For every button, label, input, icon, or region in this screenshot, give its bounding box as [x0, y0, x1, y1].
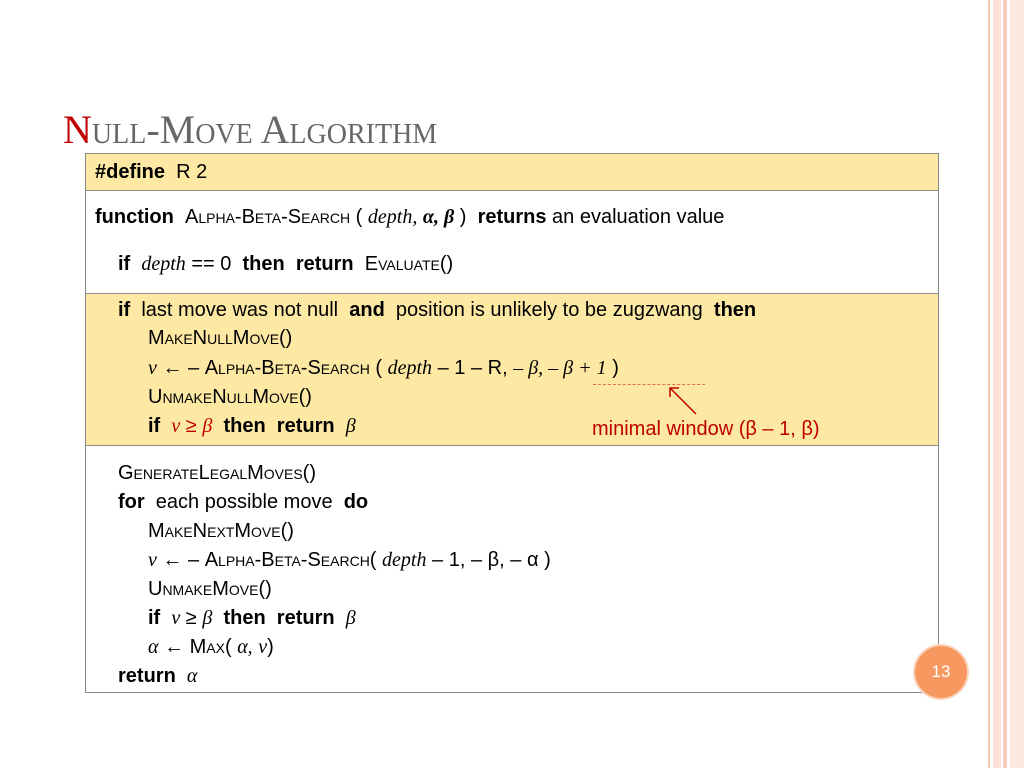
- assign-arrow: ←: [164, 636, 185, 658]
- v-var: v: [148, 549, 157, 571]
- code-line-function: [95, 205, 724, 229]
- if-keyword: if: [148, 415, 161, 437]
- args: – 1, – β, – α: [432, 549, 539, 571]
- depth-var: depth: [387, 357, 433, 379]
- minimal-window-note: minimal window (β – 1, β): [592, 418, 820, 440]
- code-line-beta-cutoff: [148, 606, 356, 630]
- define-keyword: #define: [95, 161, 166, 183]
- code-line-for-loop: [118, 490, 368, 514]
- code-line-return-alpha: [118, 664, 197, 688]
- return-keyword: return: [118, 665, 176, 687]
- code-line-unmake-move: UnmakeMove(): [148, 578, 272, 600]
- loop-text: each possible move: [155, 491, 333, 513]
- decor-stripe: [993, 0, 1001, 768]
- v-var: v: [148, 357, 157, 379]
- decor-stripe: [1003, 0, 1007, 768]
- code-line-generate-moves: GenerateLegalMoves(): [118, 462, 316, 484]
- arg-alpha-beta: α, β: [422, 206, 455, 228]
- comparison: ≥: [185, 607, 197, 629]
- v-var: v: [171, 607, 181, 629]
- code-line-recursive-search: [148, 548, 551, 572]
- and-keyword: and: [349, 299, 385, 321]
- args: – 1 – R,: [437, 357, 508, 379]
- divider: [86, 293, 938, 294]
- max-call: Max(: [189, 636, 232, 658]
- do-keyword: do: [343, 491, 369, 513]
- code-line-null-search: [148, 356, 619, 380]
- beta-var: β: [345, 607, 356, 629]
- code-line-make-null-move: MakeNullMove(): [148, 327, 293, 349]
- evaluate-call: Evaluate(): [364, 253, 454, 275]
- for-keyword: for: [118, 491, 145, 513]
- alpha-var: α: [148, 636, 159, 658]
- function-name: Alpha-Beta-Search: [185, 206, 351, 228]
- beta-var: β: [202, 607, 213, 629]
- then-keyword: then: [713, 299, 757, 321]
- return-keyword: return: [295, 253, 354, 275]
- negation: –: [188, 549, 200, 571]
- condition: == 0: [191, 253, 232, 275]
- negation: –: [188, 357, 200, 379]
- define-value: R 2: [176, 161, 208, 183]
- returns-keyword: returns: [477, 206, 547, 228]
- title-rest: ull-Move Algorithm: [91, 107, 438, 152]
- beta-var: β: [345, 415, 356, 437]
- paren: (: [375, 357, 383, 379]
- return-keyword: return: [276, 607, 335, 629]
- code-line-alpha-update: [148, 635, 274, 659]
- function-name: Alpha-Beta-Search: [204, 357, 370, 379]
- decor-stripe: [1010, 0, 1024, 768]
- code-line-null-condition: [118, 298, 756, 322]
- v-var: v: [258, 636, 268, 658]
- assign-arrow: ←: [162, 549, 183, 571]
- return-keyword: return: [276, 415, 335, 437]
- depth-var: depth: [141, 253, 186, 275]
- code-line-depth-check: [118, 252, 453, 276]
- returns-text: an evaluation value: [552, 206, 725, 228]
- comparison: ≥: [185, 415, 197, 437]
- code-line-make-next-move: MakeNextMove(): [148, 520, 294, 542]
- divider: [86, 190, 938, 191]
- paren: ): [267, 636, 274, 658]
- alpha-var: α,: [237, 636, 253, 658]
- alpha-var: α: [186, 665, 198, 687]
- condition-text: position is unlikely to be zugzwang: [395, 299, 703, 321]
- then-keyword: then: [223, 607, 266, 629]
- code-line-define: [95, 160, 207, 184]
- annotation-arrow-icon: [660, 380, 700, 416]
- if-keyword: if: [148, 607, 161, 629]
- decor-stripe: [988, 0, 990, 768]
- if-keyword: if: [118, 299, 131, 321]
- page-number-badge: 13: [915, 646, 967, 698]
- title-initial: N: [63, 107, 92, 152]
- beta-var: β: [202, 415, 213, 437]
- condition-text: last move was not null: [141, 299, 339, 321]
- function-keyword: function: [95, 206, 174, 228]
- then-keyword: then: [242, 253, 285, 275]
- highlight-define: [86, 154, 938, 190]
- depth-var: depth: [382, 549, 427, 571]
- slide-title: [63, 106, 437, 153]
- paren: ): [612, 357, 619, 379]
- assign-arrow: ←: [162, 357, 183, 379]
- then-keyword: then: [223, 415, 266, 437]
- paren: ): [544, 549, 551, 571]
- v-var: v: [171, 415, 181, 437]
- window-args: – β, – β + 1: [513, 357, 607, 379]
- code-line-null-cutoff: [148, 414, 356, 438]
- function-name: Alpha-Beta-Search(: [204, 549, 377, 571]
- paren: (: [355, 206, 363, 228]
- if-keyword: if: [118, 253, 131, 275]
- divider: [86, 445, 938, 446]
- arg-depth: depth,: [367, 206, 418, 228]
- paren: ): [459, 206, 467, 228]
- code-line-unmake-null-move: UnmakeNullMove(): [148, 386, 312, 408]
